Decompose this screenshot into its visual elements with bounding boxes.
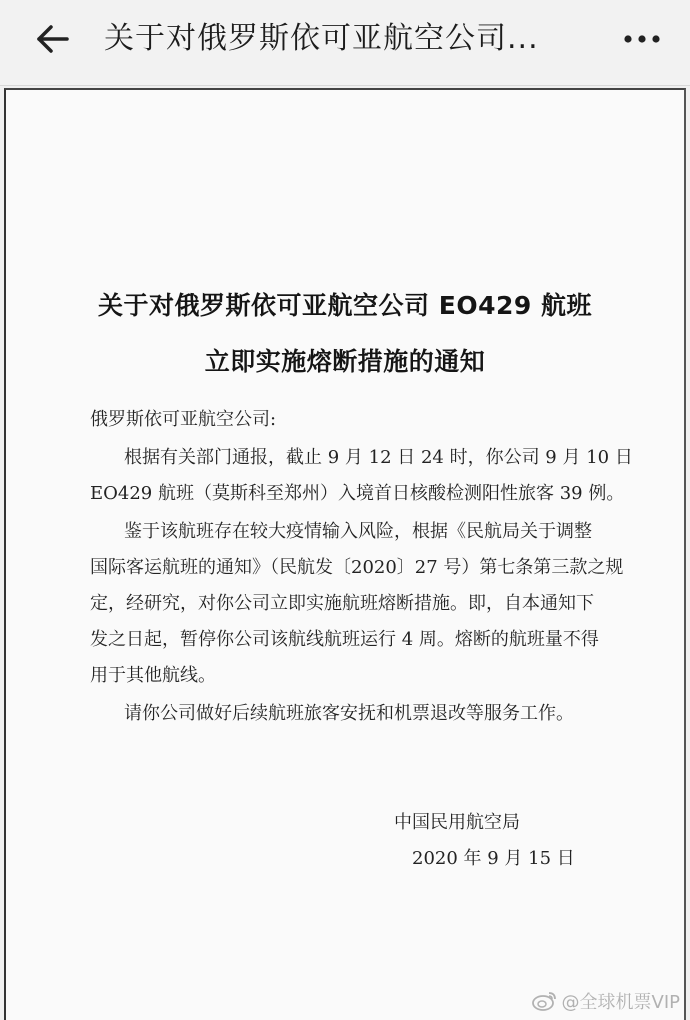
addressee: 俄罗斯依可亚航空公司:: [90, 409, 277, 430]
body-line: 定，经研究，对你公司立即实施航班熔断措施。即，自本通知下: [90, 593, 594, 614]
weibo-watermark: [532, 988, 680, 1014]
issue-date: 2020 年 9 月 15 日: [412, 848, 575, 869]
back-button[interactable]: [22, 14, 82, 64]
issuer-name: 中国民用航空局: [394, 812, 520, 833]
document-title-line-1: 关于对俄罗斯依可亚航空公司 EO429 航班: [98, 291, 592, 320]
more-options-button[interactable]: [612, 14, 672, 64]
weibo-logo-icon: [532, 990, 558, 1012]
document-image: [4, 88, 686, 1020]
top-navigation-bar: [0, 0, 690, 86]
body-line: 国际客运航班的通知》（民航发〔2020〕27 号）第七条第三款之规: [90, 557, 624, 578]
body-line: 发之日起，暂停你公司该航线航班运行 4 周。熔断的航班量不得: [90, 629, 599, 650]
body-line: EO429 航班（莫斯科至郑州）入境首日核酸检测阳性旅客 39 例。: [90, 483, 625, 504]
body-line: 用于其他航线。: [90, 665, 216, 686]
body-line: 请你公司做好后续航班旅客安抚和机票退改等服务工作。: [124, 703, 574, 724]
document-title-line-2: 立即实施熔断措施的通知: [204, 347, 486, 376]
watermark-text: @全球机票VIP: [561, 992, 680, 1013]
back-arrow-icon: [34, 23, 70, 55]
body-line: 根据有关部门通报，截止 9 月 12 日 24 时，你公司 9 月 10 日: [124, 447, 633, 468]
page-title: 关于对俄罗斯依可亚航空公司...: [104, 21, 539, 56]
more-dots-icon: [622, 33, 662, 45]
body-line: 鉴于该航班存在较大疫情输入风险，根据《民航局关于调整: [124, 521, 592, 542]
